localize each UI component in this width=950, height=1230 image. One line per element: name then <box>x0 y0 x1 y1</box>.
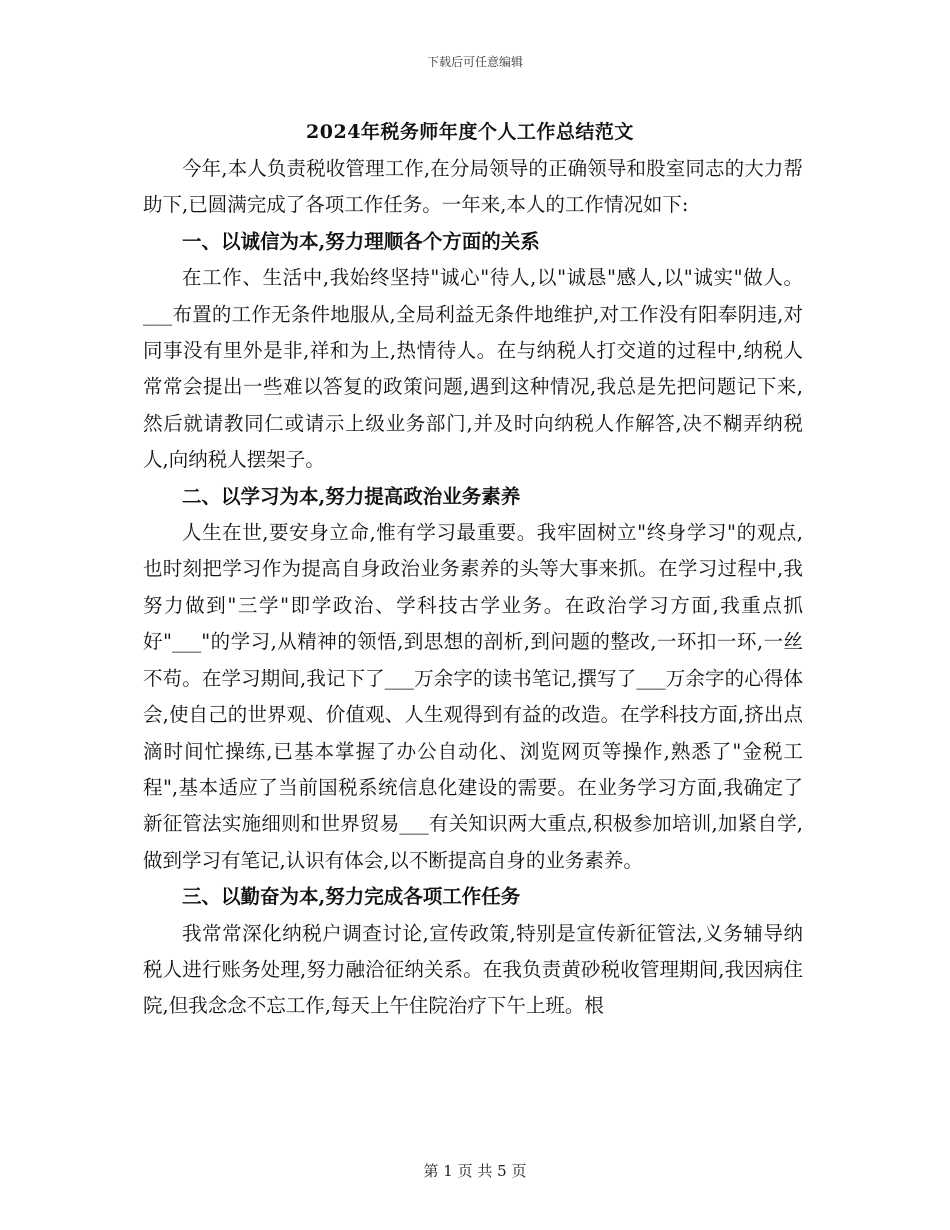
document-body <box>143 151 803 1025</box>
page-number: 第 1 页 共 5 页 <box>423 1162 527 1180</box>
document-title: 2024年税务师年度个人工作总结范文 <box>306 121 634 143</box>
section-paragraph-3: 我常常深化纳税户调查讨论,宣传政策,特别是宣传新征管法,义务辅导纳税人进行账务处理,努力融洽征纳关系。在我负责黄砂税收管理期间,我因病住院,但我念念不忘工作,每天上午住院治疗下午上班。根 <box>143 921 803 1018</box>
section-heading-2: 二、以学习为本,努力提高政治业务素养 <box>182 484 521 508</box>
page-header-note: 下载后可任意编辑 <box>426 55 523 69</box>
section-paragraph-1: 在工作、生活中,我始终坚持"诚心"待人,以"诚恳"感人,以"诚实"做人。___布置的工作无条件地服从,全局利益无条件地维护,对工作没有阳奉阴违,对同事没有里外是非,祥和为上,热情待人。在与纳税人打交道的过程中,纳税人常常会提出一些难以答复的政策问题,遇到这种情况,我总是先把问题记下来,然后就请教同仁或请示上级业务部门,并及时向纳税人作解答,决不糊弄纳税人,向纳税人摆架子。 <box>143 266 803 472</box>
section-heading-3: 三、以勤奋为本,努力完成各项工作任务 <box>182 885 521 909</box>
intro-paragraph: 今年,本人负责税收管理工作,在分局领导的正确领导和股室同志的大力帮助下,已圆满完成了各项工作任务。一年来,本人的工作情况如下: <box>143 157 803 217</box>
section-paragraph-2: 人生在世,要安身立命,惟有学习最重要。我牢固树立"终身学习"的观点,也时刻把学习作为提高自身政治业务素养的头等大事来抓。在学习过程中,我努力做到"三学"即学政治、学科技古学业务。在政治学习方面,我重点抓好"___"的学习,从精神的领悟,到思想的剖析,到问题的整改,一环扣一环,一丝不苟。在学习期间,我记下了___万余字的读书笔记,撰写了___万余字的心得体会,使自己的世界观、价值观、人生观得到有益的改造。在学科技方面,挤出点滴时间忙操练,已基本掌握了办公自动化、浏览网页等操作,熟悉了"金税工程",基本适应了当前国税系统信息化建设的需要。在业务学习方面,我确定了新征管法实施细则和世界贸易___有关知识两大重点,积极参加培训,加紧自学,做到学习有笔记,认识有体会,以不断提高自身的业务素养。 <box>143 521 803 872</box>
section-heading-1: 一、以诚信为本,努力理顺各个方面的关系 <box>182 229 540 253</box>
